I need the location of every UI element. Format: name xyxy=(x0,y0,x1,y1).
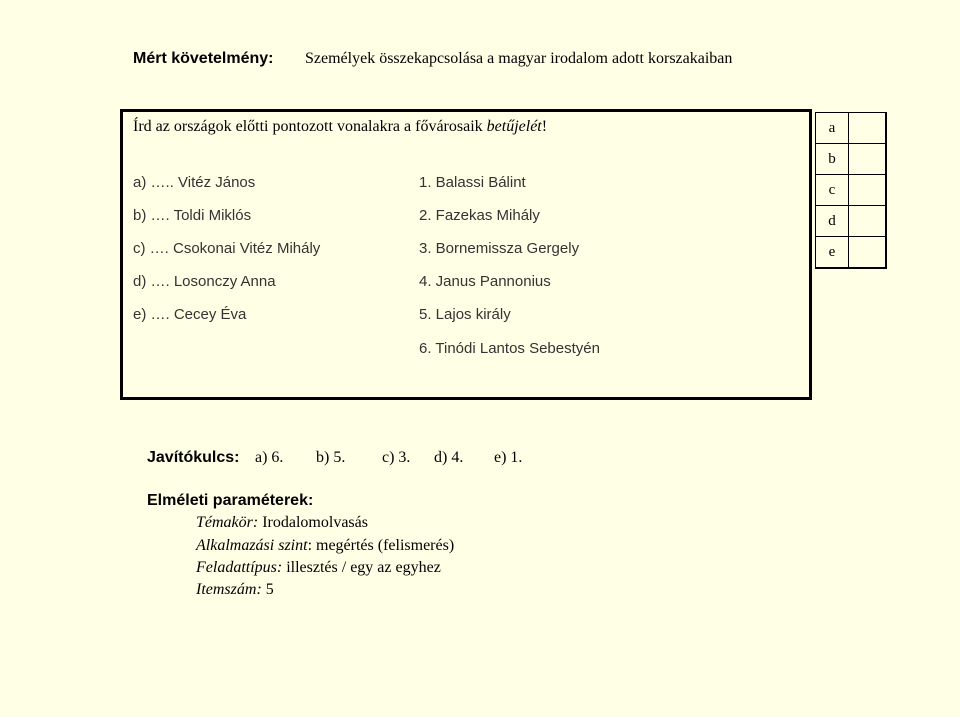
param-itemcount xyxy=(196,581,274,599)
param-level xyxy=(196,537,454,555)
answer-box-d[interactable] xyxy=(849,206,887,237)
instruction-part2: ! xyxy=(541,118,548,135)
grid-letter-e: e xyxy=(816,237,849,269)
params-title: Elméleti paraméterek: xyxy=(147,492,314,509)
instruction-italic: betűjelét xyxy=(486,118,542,135)
grid-letter-b: b xyxy=(816,144,849,175)
param-key: Alkalmazási szint xyxy=(196,537,308,554)
param-value: : megértés (felismerés) xyxy=(307,537,455,554)
param-type xyxy=(196,559,441,577)
instruction-part1: Írd az országok előtti pontozott vonalakra a fővárosaik xyxy=(133,118,487,135)
right-item-2: 2. Fazekas Mihály xyxy=(419,207,540,224)
right-item-6: 6. Tinódi Lantos Sebestyén xyxy=(419,340,600,357)
grid-letter-d: d xyxy=(816,206,849,237)
key-item-e: e) 1. xyxy=(494,449,523,466)
left-item-b: b) …. Toldi Miklós xyxy=(133,207,252,224)
param-key: Témakör: xyxy=(196,514,259,531)
grid-letter-a: a xyxy=(816,113,849,144)
answer-box-c[interactable] xyxy=(849,175,887,206)
answer-key-label: Javítókulcs: xyxy=(147,449,240,466)
left-item-d: d) …. Losonczy Anna xyxy=(133,273,276,290)
requirement-text: Személyek összekapcsolása a magyar irodalom adott korszakaiban xyxy=(305,50,733,67)
param-topic xyxy=(196,514,368,532)
left-item-e: e) …. Cecey Éva xyxy=(133,306,247,323)
left-item-a: a) ….. Vitéz János xyxy=(133,174,256,191)
requirement-label: Mért követelmény: xyxy=(133,50,274,67)
answer-grid xyxy=(815,112,887,269)
grid-letter-c: c xyxy=(816,175,849,206)
param-key: Feladattípus: xyxy=(196,559,283,576)
left-item-c: c) …. Csokonai Vitéz Mihály xyxy=(133,240,321,257)
param-value: Irodalomolvasás xyxy=(258,514,368,531)
answer-box-e[interactable] xyxy=(849,237,887,269)
answer-box-a[interactable] xyxy=(849,113,887,144)
right-item-1: 1. Balassi Bálint xyxy=(419,174,526,191)
param-value: 5 xyxy=(261,581,274,598)
key-item-c: c) 3. xyxy=(382,449,411,466)
key-item-a: a) 6. xyxy=(255,449,284,466)
right-item-5: 5. Lajos király xyxy=(419,306,511,323)
key-item-b: b) 5. xyxy=(316,449,346,466)
key-item-d: d) 4. xyxy=(434,449,464,466)
answer-box-b[interactable] xyxy=(849,144,887,175)
param-value: illesztés / egy az egyhez xyxy=(282,559,441,576)
task-instruction xyxy=(133,118,547,136)
right-item-3: 3. Bornemissza Gergely xyxy=(419,240,580,257)
right-item-4: 4. Janus Pannonius xyxy=(419,273,551,290)
param-key: Itemszám: xyxy=(196,581,262,598)
